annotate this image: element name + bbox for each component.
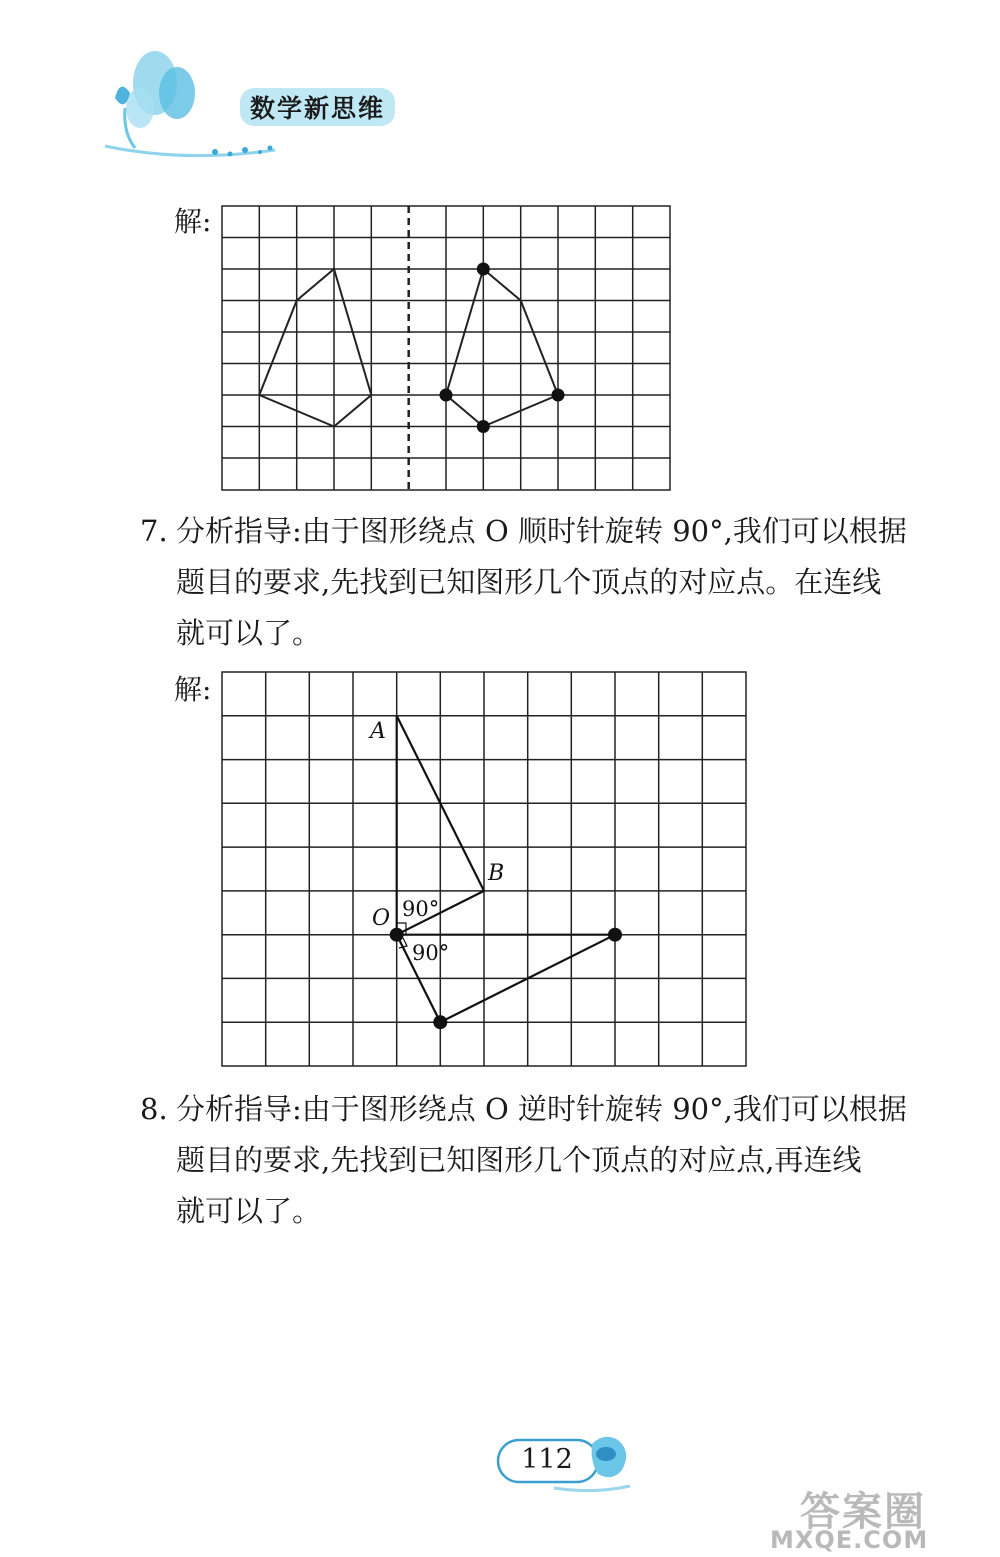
original-shape [259, 269, 371, 427]
vertex-dots [440, 263, 565, 434]
problem7-number: 7. [140, 514, 168, 548]
watermark [770, 1480, 990, 1552]
label-O: O [372, 906, 391, 931]
solution-label: 解: [174, 205, 212, 238]
solution-label-2: 解: [174, 673, 212, 706]
problem8-line3: 就可以了。 [176, 1194, 322, 1228]
problem8-number: 8. [140, 1092, 168, 1126]
label-B: B [488, 861, 505, 886]
problem8-line2: 题目的要求,先找到已知图形几个顶点的对应点,再连线 [176, 1143, 862, 1177]
problem7-line1: 分析指导:由于图形绕点 O 顺时针旋转 90°,我们可以根据 [176, 514, 907, 548]
problem7-text [140, 506, 950, 659]
problem8-line1: 分析指导:由于图形绕点 O 逆时针旋转 90°,我们可以根据 [176, 1092, 907, 1126]
angle-label-bottom: 90° [412, 941, 450, 965]
rotation-grid-figure [220, 670, 750, 1070]
problem7-line3: 就可以了。 [176, 616, 322, 650]
problem8-text [140, 1084, 950, 1237]
label-A: A [370, 719, 386, 744]
reflection-grid-figure [220, 204, 672, 492]
page-number: 112 [521, 1444, 573, 1475]
watermark-text: 答案圈 [800, 1489, 926, 1535]
series-title: 数学新思维 [240, 88, 395, 126]
watermark-url: MXQE.COM [770, 1526, 929, 1554]
reflected-shape [446, 269, 558, 427]
angle-label-top: 90° [402, 897, 440, 921]
problem7-line2: 题目的要求,先找到已知图形几个顶点的对应点。在连线 [176, 565, 882, 599]
page-number-badge [494, 1432, 634, 1502]
